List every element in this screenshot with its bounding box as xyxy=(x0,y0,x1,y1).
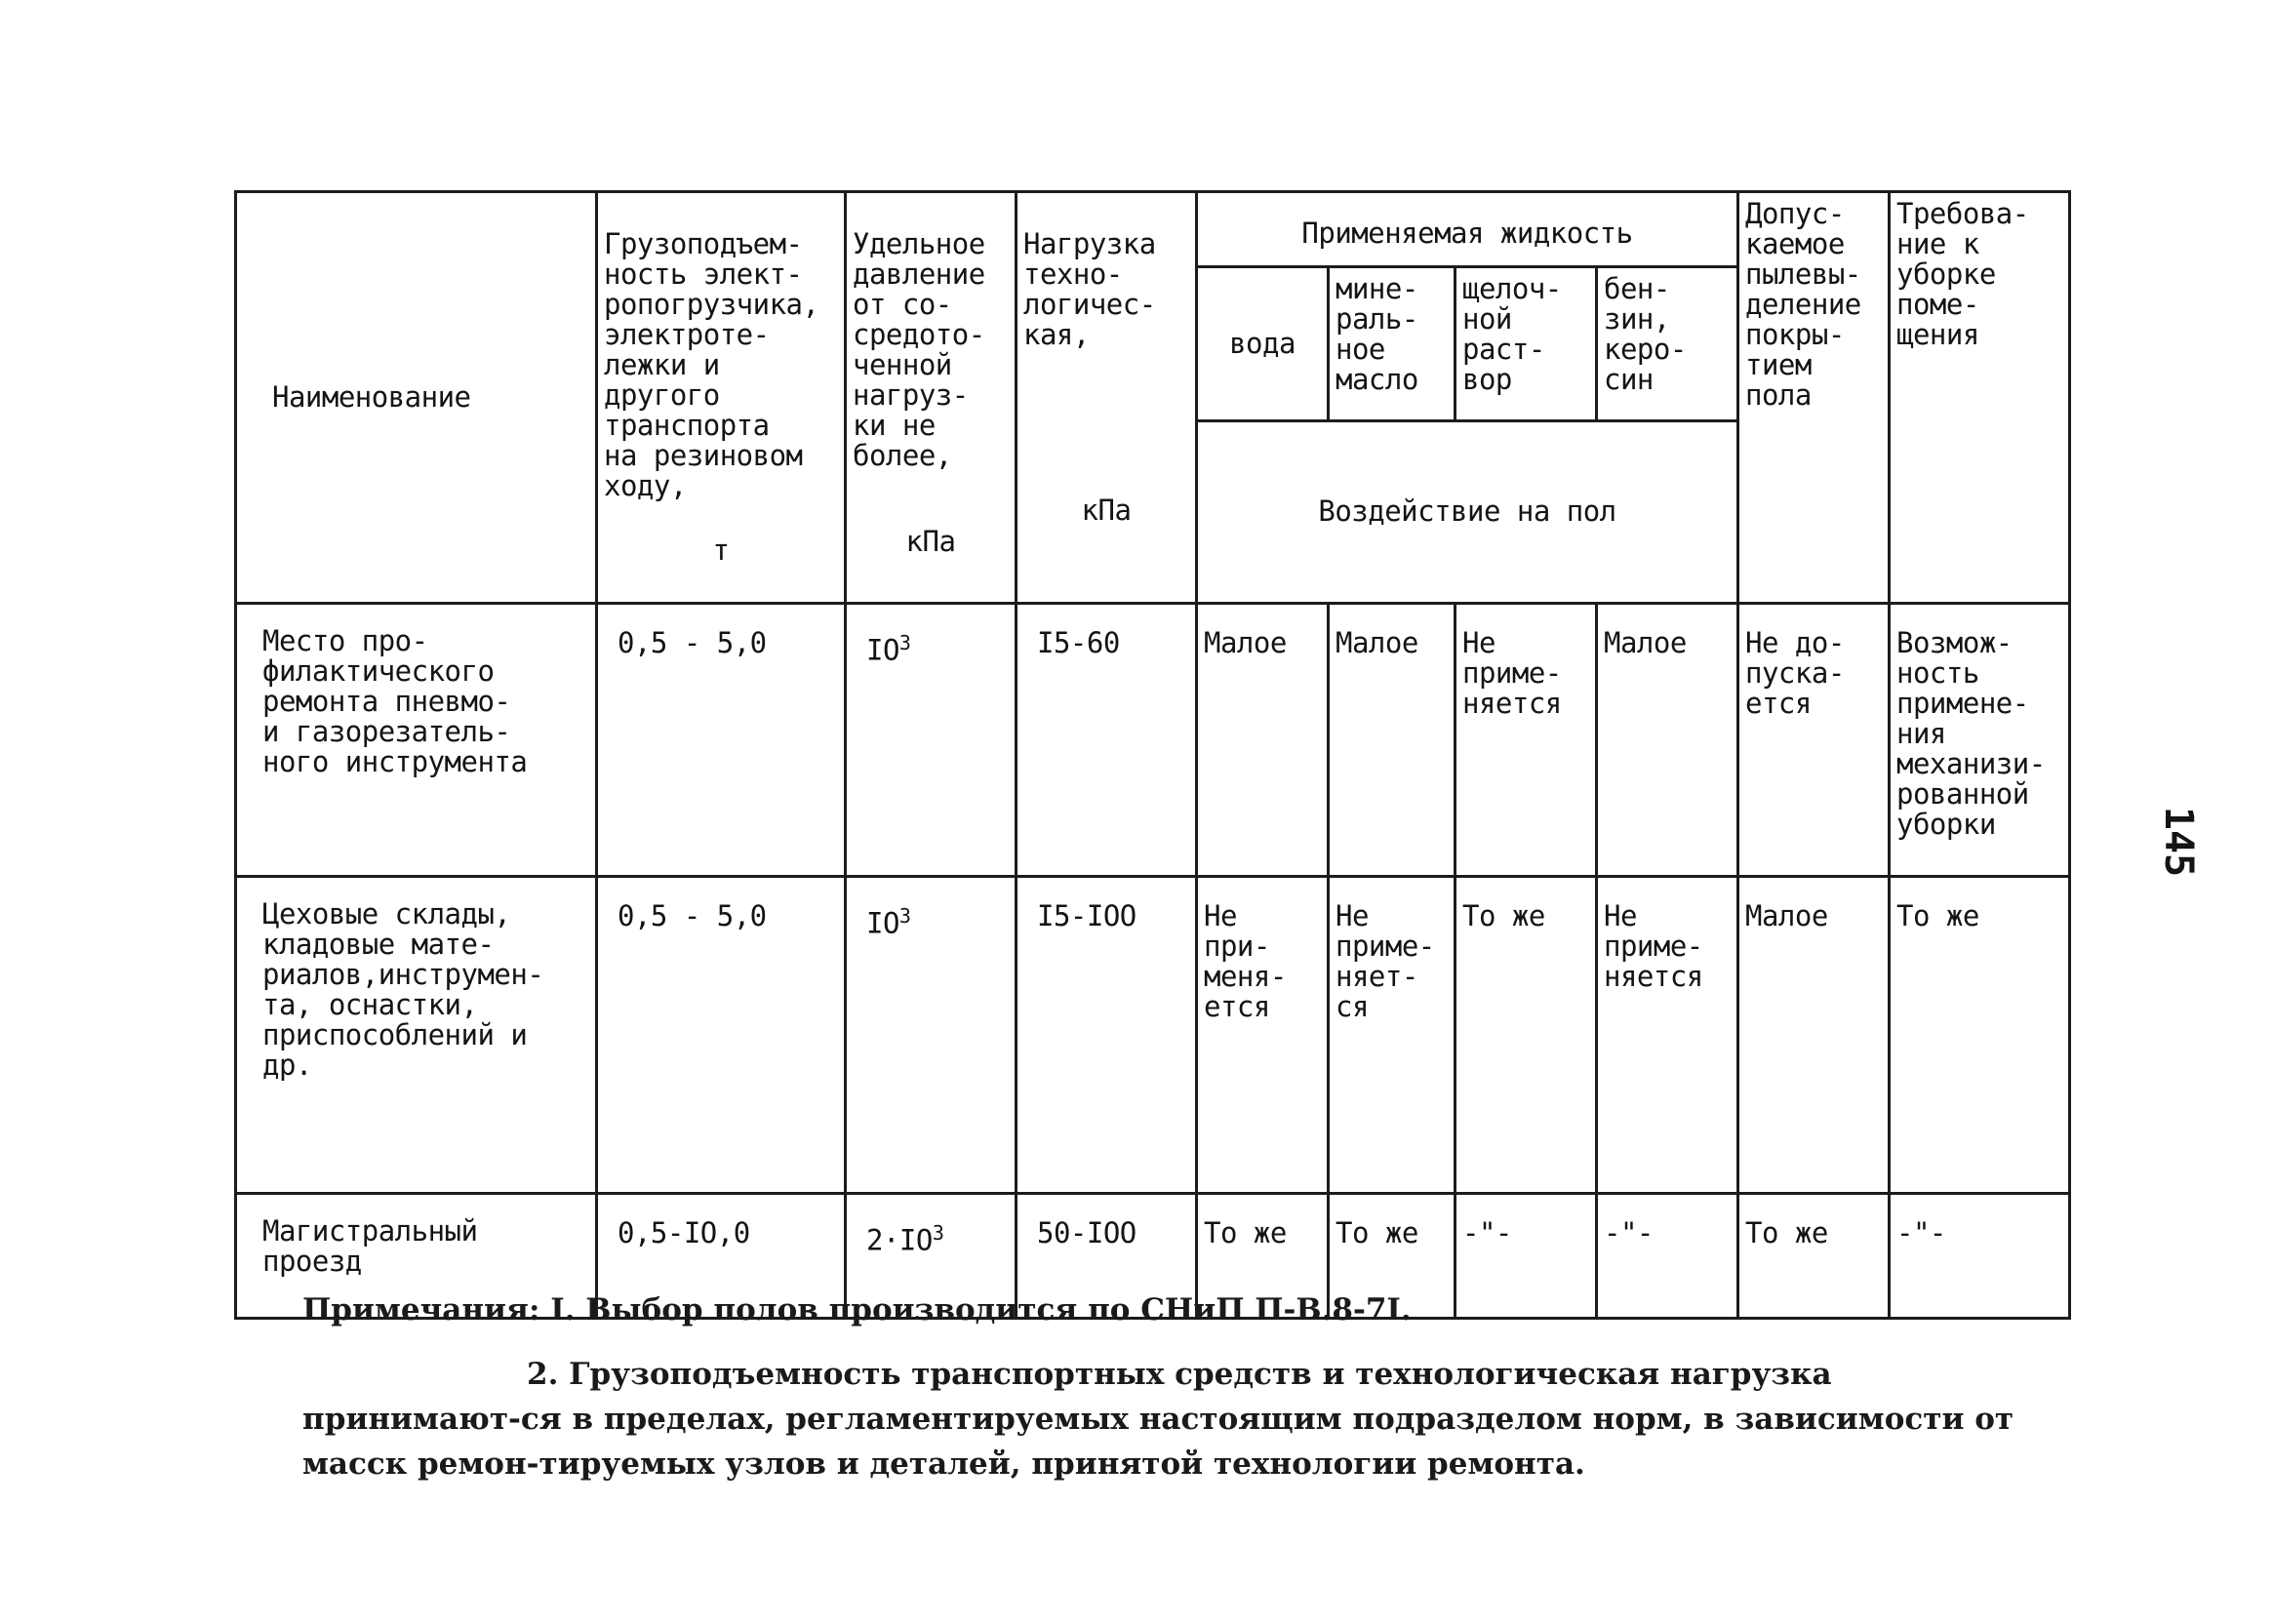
header-load xyxy=(1017,192,1197,604)
header-cleaning: Требова- ние к уборке поме- щения xyxy=(1890,192,2070,604)
row-pressure-base: IO xyxy=(866,633,899,667)
header-liquid-water: вода xyxy=(1197,267,1329,421)
header-capacity-text: Грузоподъем- ность элект- ропогрузчика, электроте- лежки и другого транспорта на резиновом ходу, xyxy=(604,227,819,502)
row-dust: Малое xyxy=(1738,877,1890,1194)
row-cleaning: -"- xyxy=(1890,1194,2070,1319)
row-pressure-base: 2·IO xyxy=(866,1223,933,1257)
row-oil: Малое xyxy=(1329,604,1456,877)
note-2: 2. Грузоподъемность транспортных средств и технологическая нагрузка принимают-ся в пределах, регламентируемых настоящим подразделом норм, в зависимости от масск ремон-тируемых узлов и деталей, принятой технологии ремонта. xyxy=(302,1357,2014,1482)
note-1: Примечания: I. Выбор полов производится по СНиП П-В.8-7I. xyxy=(302,1292,1412,1327)
notes xyxy=(302,1287,2039,1486)
row-load: I5-60 xyxy=(1017,604,1197,877)
row-dust: Не до- пуска- ется xyxy=(1738,604,1890,877)
row-cleaning: Возмож- ность примене- ния механизи- рованной уборки xyxy=(1890,604,2070,877)
header-effect: Воздействие на пол xyxy=(1197,420,1738,603)
table-row xyxy=(236,604,2070,877)
header-dust: Допус- каемое пылевы- деление покры- тием пола xyxy=(1738,192,1890,604)
row-name: Цеховые склады, кладовые мате- риалов,инструмен- та, оснастки, приспособлений и др. xyxy=(236,877,597,1194)
row-pressure xyxy=(846,877,1017,1194)
row-alkali: Не приме- няется xyxy=(1456,604,1597,877)
header-name: Наименование xyxy=(236,192,597,604)
row-pressure-exp: 3 xyxy=(932,1221,944,1245)
header-capacity-unit: т xyxy=(712,534,730,567)
row-name: Место про- филактического ремонта пневмо- и газорезатель- ного инструмента xyxy=(236,604,597,877)
row-pressure-base: IO xyxy=(866,906,899,940)
row-name: Магистральный проезд xyxy=(236,1194,597,1319)
row-cleaning: То же xyxy=(1890,877,2070,1194)
header-liquid-oil: мине- раль- ное масло xyxy=(1329,267,1456,421)
header-liquid-alkali: щелоч- ной раст- вор xyxy=(1456,267,1597,421)
row-fuel: Малое xyxy=(1597,604,1738,877)
row-pressure-exp: 3 xyxy=(898,631,911,654)
header-pressure xyxy=(846,192,1017,604)
row-oil: То же xyxy=(1329,1194,1456,1319)
header-liquid-fuel: бен- зин, керо- син xyxy=(1597,267,1738,421)
row-capacity: 0,5 - 5,0 xyxy=(597,877,846,1194)
requirements-table xyxy=(234,190,2071,1320)
header-load-unit: кПа xyxy=(1081,494,1132,527)
row-water: Не при- меня- ется xyxy=(1197,877,1329,1194)
row-load: 50-IOO xyxy=(1017,1194,1197,1319)
header-row-1 xyxy=(236,192,2070,267)
row-load: I5-IOO xyxy=(1017,877,1197,1194)
row-water: То же xyxy=(1197,1194,1329,1319)
header-liquid-group: Применяемая жидкость xyxy=(1197,192,1738,267)
row-alkali: То же xyxy=(1456,877,1597,1194)
row-alkali: -"- xyxy=(1456,1194,1597,1319)
table-row xyxy=(236,877,2070,1194)
header-pressure-unit: кПа xyxy=(905,525,956,558)
row-fuel: Не приме- няется xyxy=(1597,877,1738,1194)
header-capacity xyxy=(597,192,846,604)
row-capacity: 0,5 - 5,0 xyxy=(597,604,846,877)
row-oil: Не приме- няет- ся xyxy=(1329,877,1456,1194)
header-pressure-text: Удельное давление от со- средото- ченной нагруз- ки не более, xyxy=(853,227,985,472)
row-fuel: -"- xyxy=(1597,1194,1738,1319)
row-dust: То же xyxy=(1738,1194,1890,1319)
row-water: Малое xyxy=(1197,604,1329,877)
row-pressure xyxy=(846,604,1017,877)
header-load-text: Нагрузка техно- логичес- кая, xyxy=(1023,227,1156,351)
page-number: 145 xyxy=(2156,806,2201,878)
row-pressure-exp: 3 xyxy=(898,904,911,928)
row-capacity: 0,5-IO,0 xyxy=(597,1194,846,1319)
